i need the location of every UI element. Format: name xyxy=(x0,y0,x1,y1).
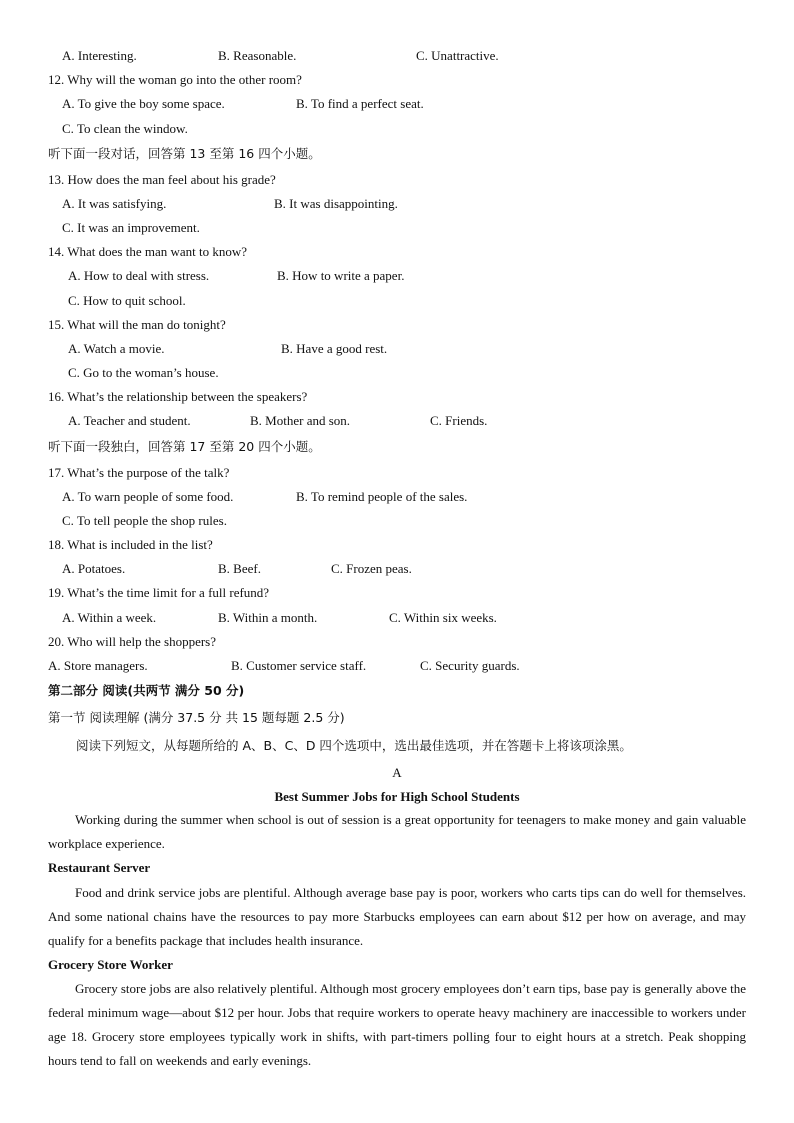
option-c: C. Security guards. xyxy=(420,658,520,673)
option-b: B. Within a month. xyxy=(218,610,318,625)
option-b: B. Mother and son. xyxy=(250,413,351,428)
option-a: A. Interesting. xyxy=(62,48,137,63)
option-c: C. Go to the woman’s house. xyxy=(68,365,219,380)
option-c: C. Within six weeks. xyxy=(389,610,497,625)
reading-instruction: 阅读下列短文，从每题所给的 A、B、C、D 四个选项中，选出最佳选项，并在答题卡上将该项涂黑。 xyxy=(76,738,632,753)
question-19-stem: 19. What’s the time limit for a full refund? xyxy=(48,585,270,600)
passage-letter: A xyxy=(392,765,402,780)
option-c: C. Friends. xyxy=(430,413,488,428)
paragraph-restaurant: Food and drink service jobs are plentiful. Although average base pay is poor, workers who carts tips can do well for themselves. And some national chains have the resources to pay more Starbucks employees can earn about $12 per how on average, and may qualify for a benefits package that includes health insurance. xyxy=(48,885,746,948)
option-c: C. Frozen peas. xyxy=(331,561,412,576)
paragraph-grocery: Grocery store jobs are also relatively plentiful. Although most grocery employees don’t earn tips, base pay is generally above the federal minimum wage—about $12 per hour. Jobs that require workers to operate heavy machinery are inaccessible to workers under age 18. Grocery store employees typically work in shifts, with part-timers polling four to eight hours at a stretch. Peak shopping hours tend to fall on weekends and early evenings. xyxy=(48,981,746,1068)
question-12-stem: 12. Why will the woman go into the other room? xyxy=(48,72,302,87)
question-18-stem: 18. What is included in the list? xyxy=(48,537,213,552)
question-15-stem: 15. What will the man do tonight? xyxy=(48,317,226,332)
option-b: B. Have a good rest. xyxy=(281,341,388,356)
option-a: A. Within a week. xyxy=(62,610,157,625)
option-a: A. It was satisfying. xyxy=(62,196,167,211)
section-heading-grocery: Grocery Store Worker xyxy=(48,957,173,972)
question-16-stem: 16. What’s the relationship between the speakers? xyxy=(48,389,308,404)
section-heading-restaurant: Restaurant Server xyxy=(48,860,151,875)
option-b: B. It was disappointing. xyxy=(274,196,398,211)
option-a: A. Store managers. xyxy=(48,658,148,673)
option-a: A. Teacher and student. xyxy=(68,413,191,428)
question-14-stem: 14. What does the man want to know? xyxy=(48,244,248,259)
option-b: B. Beef. xyxy=(218,561,261,576)
option-a: A. Watch a movie. xyxy=(68,341,165,356)
question-17-stem: 17. What’s the purpose of the talk? xyxy=(48,465,230,480)
paragraph-intro: Working during the summer when school is out of session is a great opportunity for teenagers to make money and gain valuable workplace experience. xyxy=(48,812,746,851)
part-heading: 第二部分 阅读(共两节 满分 50 分) xyxy=(48,683,245,698)
option-c: C. To clean the window. xyxy=(62,121,188,136)
question-13-stem: 13. How does the man feel about his grade? xyxy=(48,172,276,187)
option-c: C. It was an improvement. xyxy=(62,220,200,235)
option-c: C. Unattractive. xyxy=(416,48,499,63)
option-b: B. Customer service staff. xyxy=(231,658,367,673)
option-a: A. Potatoes. xyxy=(62,561,126,576)
section-heading: 第一节 阅读理解 (满分 37.5 分 共 15 题每题 2.5 分) xyxy=(48,710,345,725)
passage-title: Best Summer Jobs for High School Students xyxy=(274,789,520,804)
question-20-stem: 20. Who will help the shoppers? xyxy=(48,634,217,649)
option-a: A. How to deal with stress. xyxy=(68,268,210,283)
option-b: B. Reasonable. xyxy=(218,48,297,63)
option-b: B. To remind people of the sales. xyxy=(296,489,468,504)
option-c: C. How to quit school. xyxy=(68,293,186,308)
listening-instruction: 听下面一段独白，回答第 17 至第 20 四个小题。 xyxy=(48,439,321,454)
option-b: B. To find a perfect seat. xyxy=(296,96,424,111)
option-c: C. To tell people the shop rules. xyxy=(62,513,227,528)
listening-instruction: 听下面一段对话，回答第 13 至第 16 四个小题。 xyxy=(48,146,321,161)
option-a: A. To give the boy some space. xyxy=(62,96,225,111)
option-a: A. To warn people of some food. xyxy=(62,489,234,504)
option-b: B. How to write a paper. xyxy=(277,268,405,283)
